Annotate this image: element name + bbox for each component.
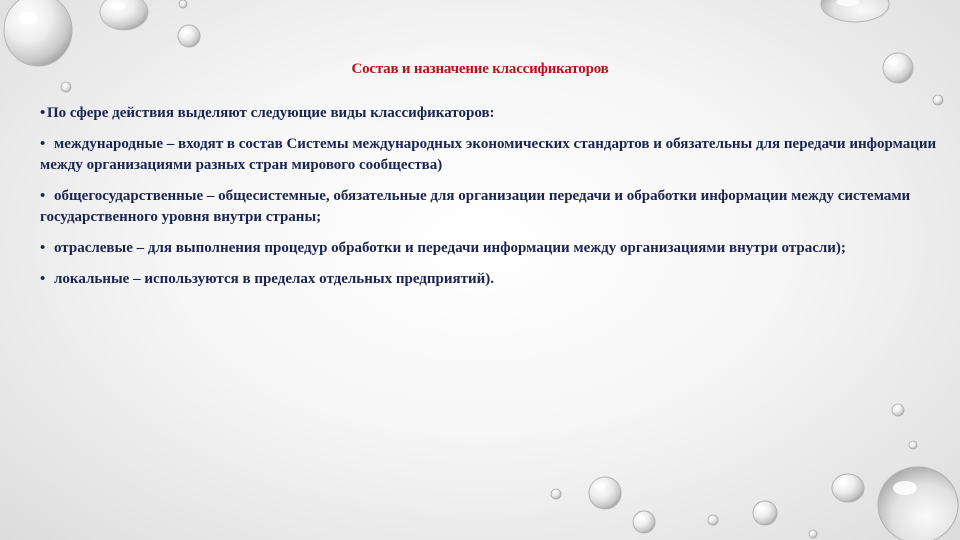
drop-bottom-right-small [633, 511, 655, 533]
drop-tiny [708, 515, 718, 525]
slide-body [40, 103, 940, 300]
drop-top-left-medium [100, 0, 148, 30]
drop-top-right-large [821, 0, 889, 22]
bullet-icon: • [40, 271, 46, 287]
list-item [40, 269, 940, 290]
intro-paragraph [40, 103, 940, 124]
list-item-text: общегосударственные – общесистемные, обязательные для организации передачи и обработки информации между системами государственного уровня внутри страны; [40, 188, 911, 225]
list-item-text: локальные – используются в пределах отдельных предприятий). [54, 271, 495, 287]
drop-bottom-right-xl [878, 467, 958, 540]
list-item [40, 238, 940, 259]
drop-tiny [909, 441, 917, 449]
list-item-text: международные – входят в состав Системы международных экономических стандартов и обязательны для передачи информации между организациями разных стран мирового сообщества) [40, 136, 937, 173]
drop-bottom-right-medium [589, 477, 621, 509]
drop-tiny [892, 404, 904, 416]
drop-tiny [809, 530, 817, 538]
drop-tiny [179, 0, 187, 8]
list-item-text: отраслевые – для выполнения процедур обработки и передачи информации между организациями внутри отрасли); [54, 240, 846, 256]
slide-title: Состав и назначение классификаторов [351, 61, 609, 77]
drop-tiny [551, 489, 561, 499]
drop-bottom-right-mid [753, 501, 777, 525]
drop-bottom-right-large [832, 474, 864, 502]
drop-top-left-large [4, 0, 72, 66]
bullet-icon: • [40, 240, 46, 256]
list-item [40, 186, 940, 228]
bullet-icon: • [40, 105, 46, 121]
drop-top-left-small [178, 25, 200, 47]
bullet-icon: • [40, 188, 46, 204]
intro-text: По сфере действия выделяют следующие виды классификаторов: [47, 105, 495, 121]
drop-tiny [61, 82, 71, 92]
list-item [40, 134, 940, 176]
bullet-icon: • [40, 136, 46, 152]
